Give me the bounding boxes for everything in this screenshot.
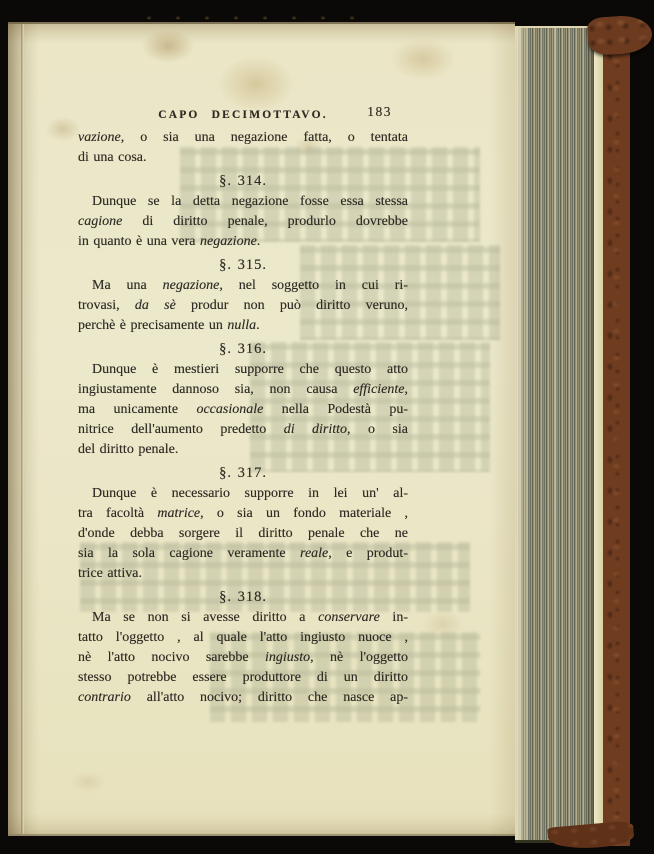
text-line: tra facoltà matrice, o sia un fondo materiale , [78,506,408,521]
text-line: Dunque è necessario supporre in lei un' al- [92,486,408,501]
text-line: nitrice dell'aumento predetto di diritto, o sia [78,422,408,437]
text-line: di una cosa. [78,150,147,165]
paragraph [78,360,408,460]
text-line: trice attiva. [78,566,142,581]
text-line: ingiustamente dannoso sia, non causa efficiente, [78,382,408,397]
text-line: Dunque è mestieri supporre che questo atto [92,362,408,377]
leather-cover-edge [603,18,630,846]
text-line: sia la sola cagione veramente reale, e produt- [78,546,408,561]
text-line: Dunque se la detta negazione fosse essa stessa [92,194,408,209]
text-line: nè l'atto nocivo sarebbe ingiusto, nè l'oggetto [78,650,408,665]
text-line: vazione, o sia una negazione fatta, o tentata [78,130,408,145]
section-heading: §. 316. [219,341,267,357]
text-area [78,102,408,708]
text-line: Ma se non si avesse diritto a conservare in- [92,610,408,625]
paragraph [78,276,408,336]
text-line: perchè è precisamente un nulla. [78,318,260,333]
text-line: d'onde debba sorgere il diritto penale che ne [78,526,408,541]
section-heading: §. 315. [219,257,267,273]
text-blocks [78,128,408,708]
section-heading: §. 314. [219,173,267,189]
paragraph [78,128,408,168]
page-edge-debris [140,13,370,22]
text-line: Ma una negazione, nel soggetto in cui ri- [92,278,408,293]
text-line: cagione di diritto penale, produrlo dovrebbe [78,214,408,229]
text-line: del diritto penale. [78,442,179,457]
text-line: contrario all'atto nocivo; diritto che nasce ap- [78,690,408,705]
text-line: tatto l'oggetto , al quale l'atto ingiusto nuoce , [78,630,408,645]
text-line: stesso potrebbe essere produttore di un diritto [78,670,408,685]
section-heading: §. 317. [219,465,267,481]
paragraph [78,192,408,252]
text-line: ma unicamente occasionale nella Podestà pu- [78,402,408,417]
endpaper-edge [594,30,603,830]
chapter-heading: CAPO DECIMOTTAVO. [158,109,328,121]
paragraph [78,608,408,708]
running-header [78,102,408,122]
page-number: 183 [367,104,392,119]
text-line: trovasi, da sè produr non può diritto veruno, [78,298,409,313]
fore-edge-page-stack [515,26,594,843]
book-page [8,22,515,836]
text-line: in quanto è una vera negazione. [78,234,261,249]
section-heading: §. 318. [219,589,267,605]
paragraph [78,484,408,584]
torn-leather-corner [587,14,653,56]
gutter-fold-line [21,24,24,834]
